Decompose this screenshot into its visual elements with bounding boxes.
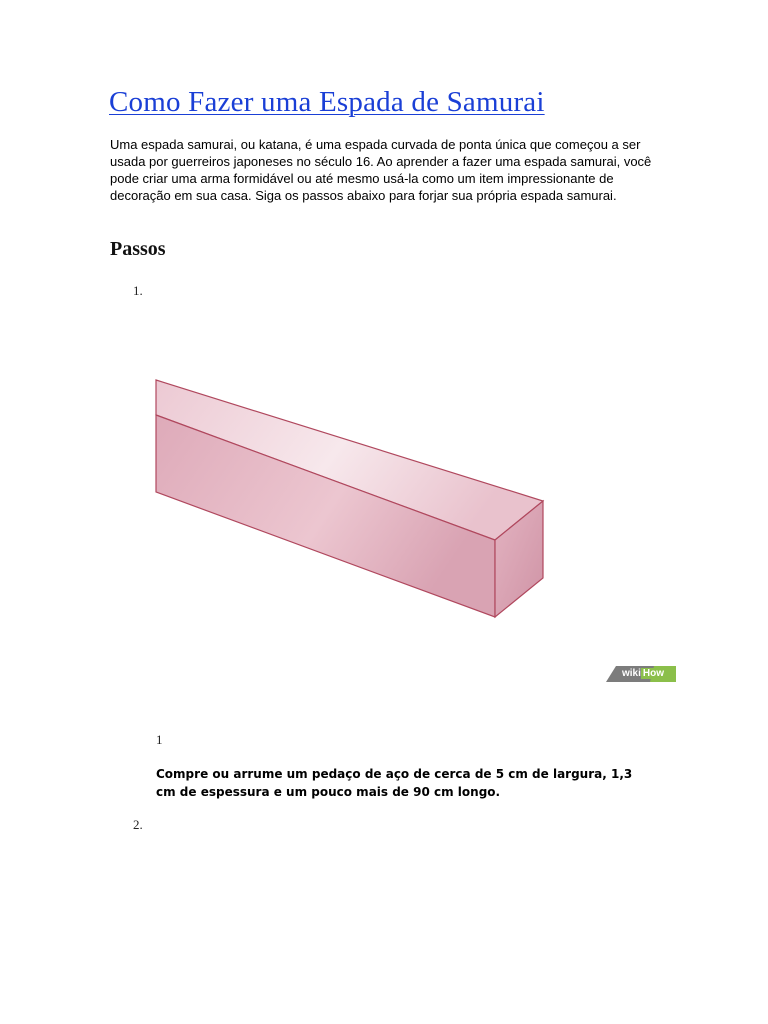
article-intro: Uma espada samurai, ou katana, é uma espada curvada de ponta única que começou a ser usada por guerreiros japoneses no século 16. Ao aprender a fazer uma espada samurai, você pode criar uma arma formidável ou até mesmo usá-la como um item impressionante de decoração em sua casa. Siga os passos abaixo para forjar sua própria espada samurai. (110, 137, 652, 203)
article-title-link[interactable]: Como Fazer uma Espada de Samurai (109, 86, 545, 118)
watermark-wiki: wiki (622, 668, 641, 679)
wikihow-watermark-text (622, 667, 666, 681)
steps-heading: Passos (110, 238, 166, 260)
step-number: 1 (156, 732, 163, 747)
step-text: Compre ou arrume um pedaço de aço de cerca de 5 cm de largura, 1,3 cm de espessura e um pouco mais de 90 cm longo. (156, 767, 633, 799)
steel-bar-illustration (150, 372, 550, 622)
list-marker-2: 2. (133, 817, 143, 832)
list-marker-1: 1. (133, 283, 143, 298)
watermark-how: How (642, 668, 665, 679)
